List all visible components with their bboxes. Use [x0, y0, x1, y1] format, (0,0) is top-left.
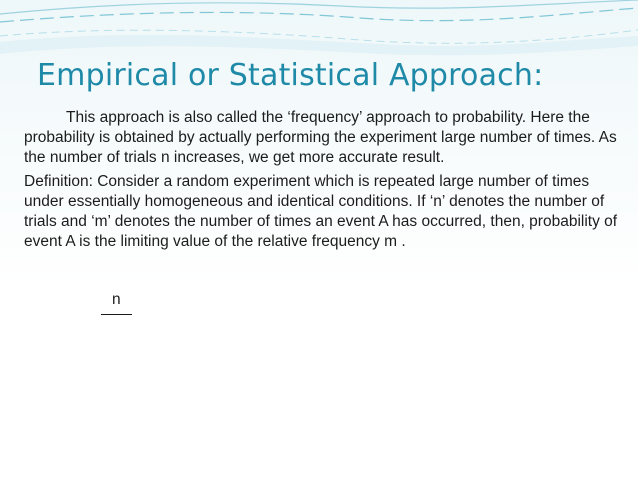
slide-title: Empirical or Statistical Approach:	[37, 58, 544, 93]
definition-paragraph: Definition: Consider a random experiment which is repeated large number of times under essentially homogeneous and identical conditions. If ‘n’ denotes the number of trials and ‘m’ denotes the number of times an event A has occurred, then, probability of event A is the limiting value of the relative frequency m .	[24, 173, 618, 250]
slide-body	[24, 108, 624, 256]
fraction-denominator: n	[112, 291, 121, 308]
fraction-bar	[101, 314, 132, 315]
intro-paragraph: This approach is also called the ‘frequency’ approach to probability. Here the probability is obtained by actually performing the experiment large number of times. As the number of trials n increases, we get more accurate result.	[24, 109, 617, 166]
